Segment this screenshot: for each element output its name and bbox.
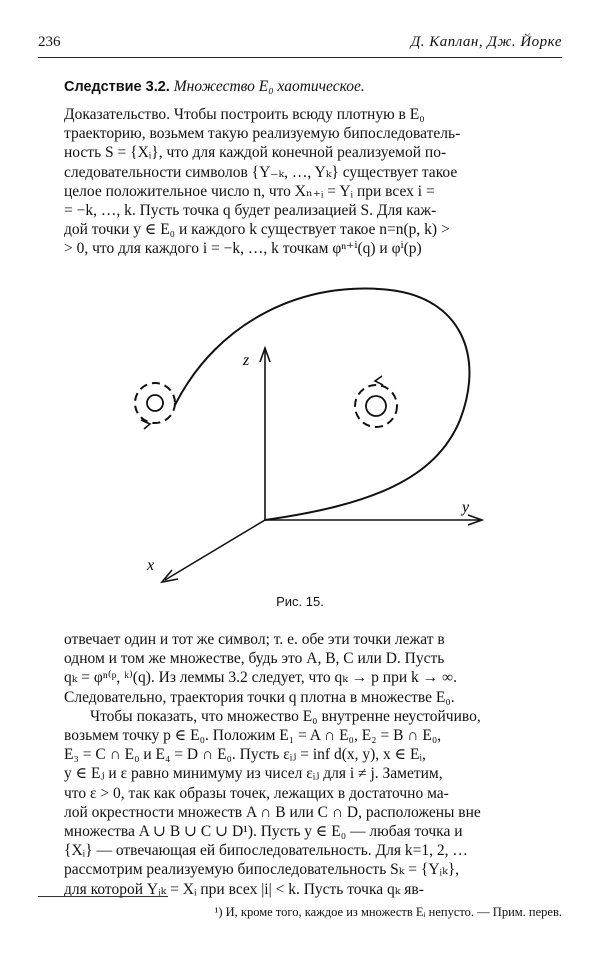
y-axis-label: y <box>462 499 470 516</box>
figure-caption: Рис. 15. <box>276 594 324 609</box>
text-line: {Xᵢ} — отвечающая ей бипоследовательность. Для k=1, 2, … <box>64 842 468 860</box>
x-axis-label: x <box>147 557 155 574</box>
text-line: Следовательно, траектория точки q плотна в множестве E₀. <box>64 688 455 706</box>
text-line: ность S = {Xᵢ}, что для каждой конечной реализуемой по- <box>64 144 447 162</box>
text-line: рассмотрим реализуемую бипоследовательность Sₖ = {Yᵢₖ}, <box>64 861 460 879</box>
text-line: траекторию, возьмем такую реализуемую бипоследователь- <box>64 125 461 143</box>
text-line: дой точки y ∈ E₀ и каждого k существует такое n=n(p, k) > <box>64 221 450 239</box>
text-line: Доказательство. Чтобы построить всюду плотную в E₀ <box>64 106 425 123</box>
spiral-right <box>355 376 397 427</box>
footnote-rule <box>38 896 168 897</box>
z-axis-label: z <box>243 352 250 369</box>
text-line: для которой Yᵢₖ = Xᵢ при всех |i| < k. Пусть точка qₖ яв- <box>64 880 424 898</box>
corollary <box>64 77 564 97</box>
x-axis <box>165 520 265 580</box>
continuation-text <box>64 630 564 899</box>
text-line: > 0, что для каждого i = −k, …, k точкам φⁿ⁺ⁱ(q) и φⁱ(p) <box>64 240 422 258</box>
footnote: ¹) И, кроме того, каждое из множеств Eᵢ непусто. — Прим. перев. <box>214 905 562 919</box>
trajectory-curve <box>175 288 469 520</box>
header-rule <box>38 57 562 58</box>
text-line: следовательности символов {Y₋ₖ, …, Yₖ} существует такое <box>64 163 458 181</box>
text-line: множества A ∪ B ∪ C ∪ D¹). Пусть y ∈ E₀ — любая точка и <box>64 823 463 841</box>
text-line: целое положительное число n, что Xₙ₊ᵢ = Yᵢ при всех i = <box>64 182 435 200</box>
corollary-statement: Множество E₀ хаотическое. <box>173 78 365 95</box>
text-line: qₖ = φⁿ⁽ᵖ, ᵏ⁾(q). Из леммы 3.2 следует, что qₖ → p при k → ∞. <box>64 669 457 687</box>
text-line: лой окрестности множеств A ∩ B или C ∩ D, расположены вне <box>64 803 481 821</box>
spiral-left <box>135 383 175 429</box>
corollary-label: Следствие 3.2. <box>64 79 170 95</box>
text-line: возьмем точку p ∈ E₀. Положим E₁ = A ∩ E₀, E₂ = B ∩ E₀, <box>64 727 442 745</box>
proof-paragraph <box>64 105 564 259</box>
text-line: E₃ = C ∩ E₀ и E₄ = D ∩ E₀. Пусть εᵢⱼ = inf d(x, y), x ∈ Eᵢ, <box>64 746 426 764</box>
running-header <box>38 34 562 54</box>
page-number: 236 <box>38 34 61 50</box>
figure-15-diagram <box>100 270 550 600</box>
text-line: отвечает один и тот же символ; т. е. обе эти точки лежат в <box>64 631 445 648</box>
text-line: одном и том же множестве, будь это A, B, C или D. Пусть <box>64 650 445 668</box>
text-line: = −k, …, k. Пусть точка q будет реализацией S. Для каж- <box>64 202 437 220</box>
text-line: y ∈ Eⱼ и ε равно минимуму из чисел εᵢⱼ для i ≠ j. Заметим, <box>64 765 443 783</box>
running-authors: Д. Каплан, Дж. Йорке <box>410 34 562 50</box>
text-line: Чтобы показать, что множество E₀ внутренне неустойчиво, <box>90 707 481 725</box>
text-line: что ε > 0, так как образы точек, лежащих в достаточно ма- <box>64 784 449 802</box>
